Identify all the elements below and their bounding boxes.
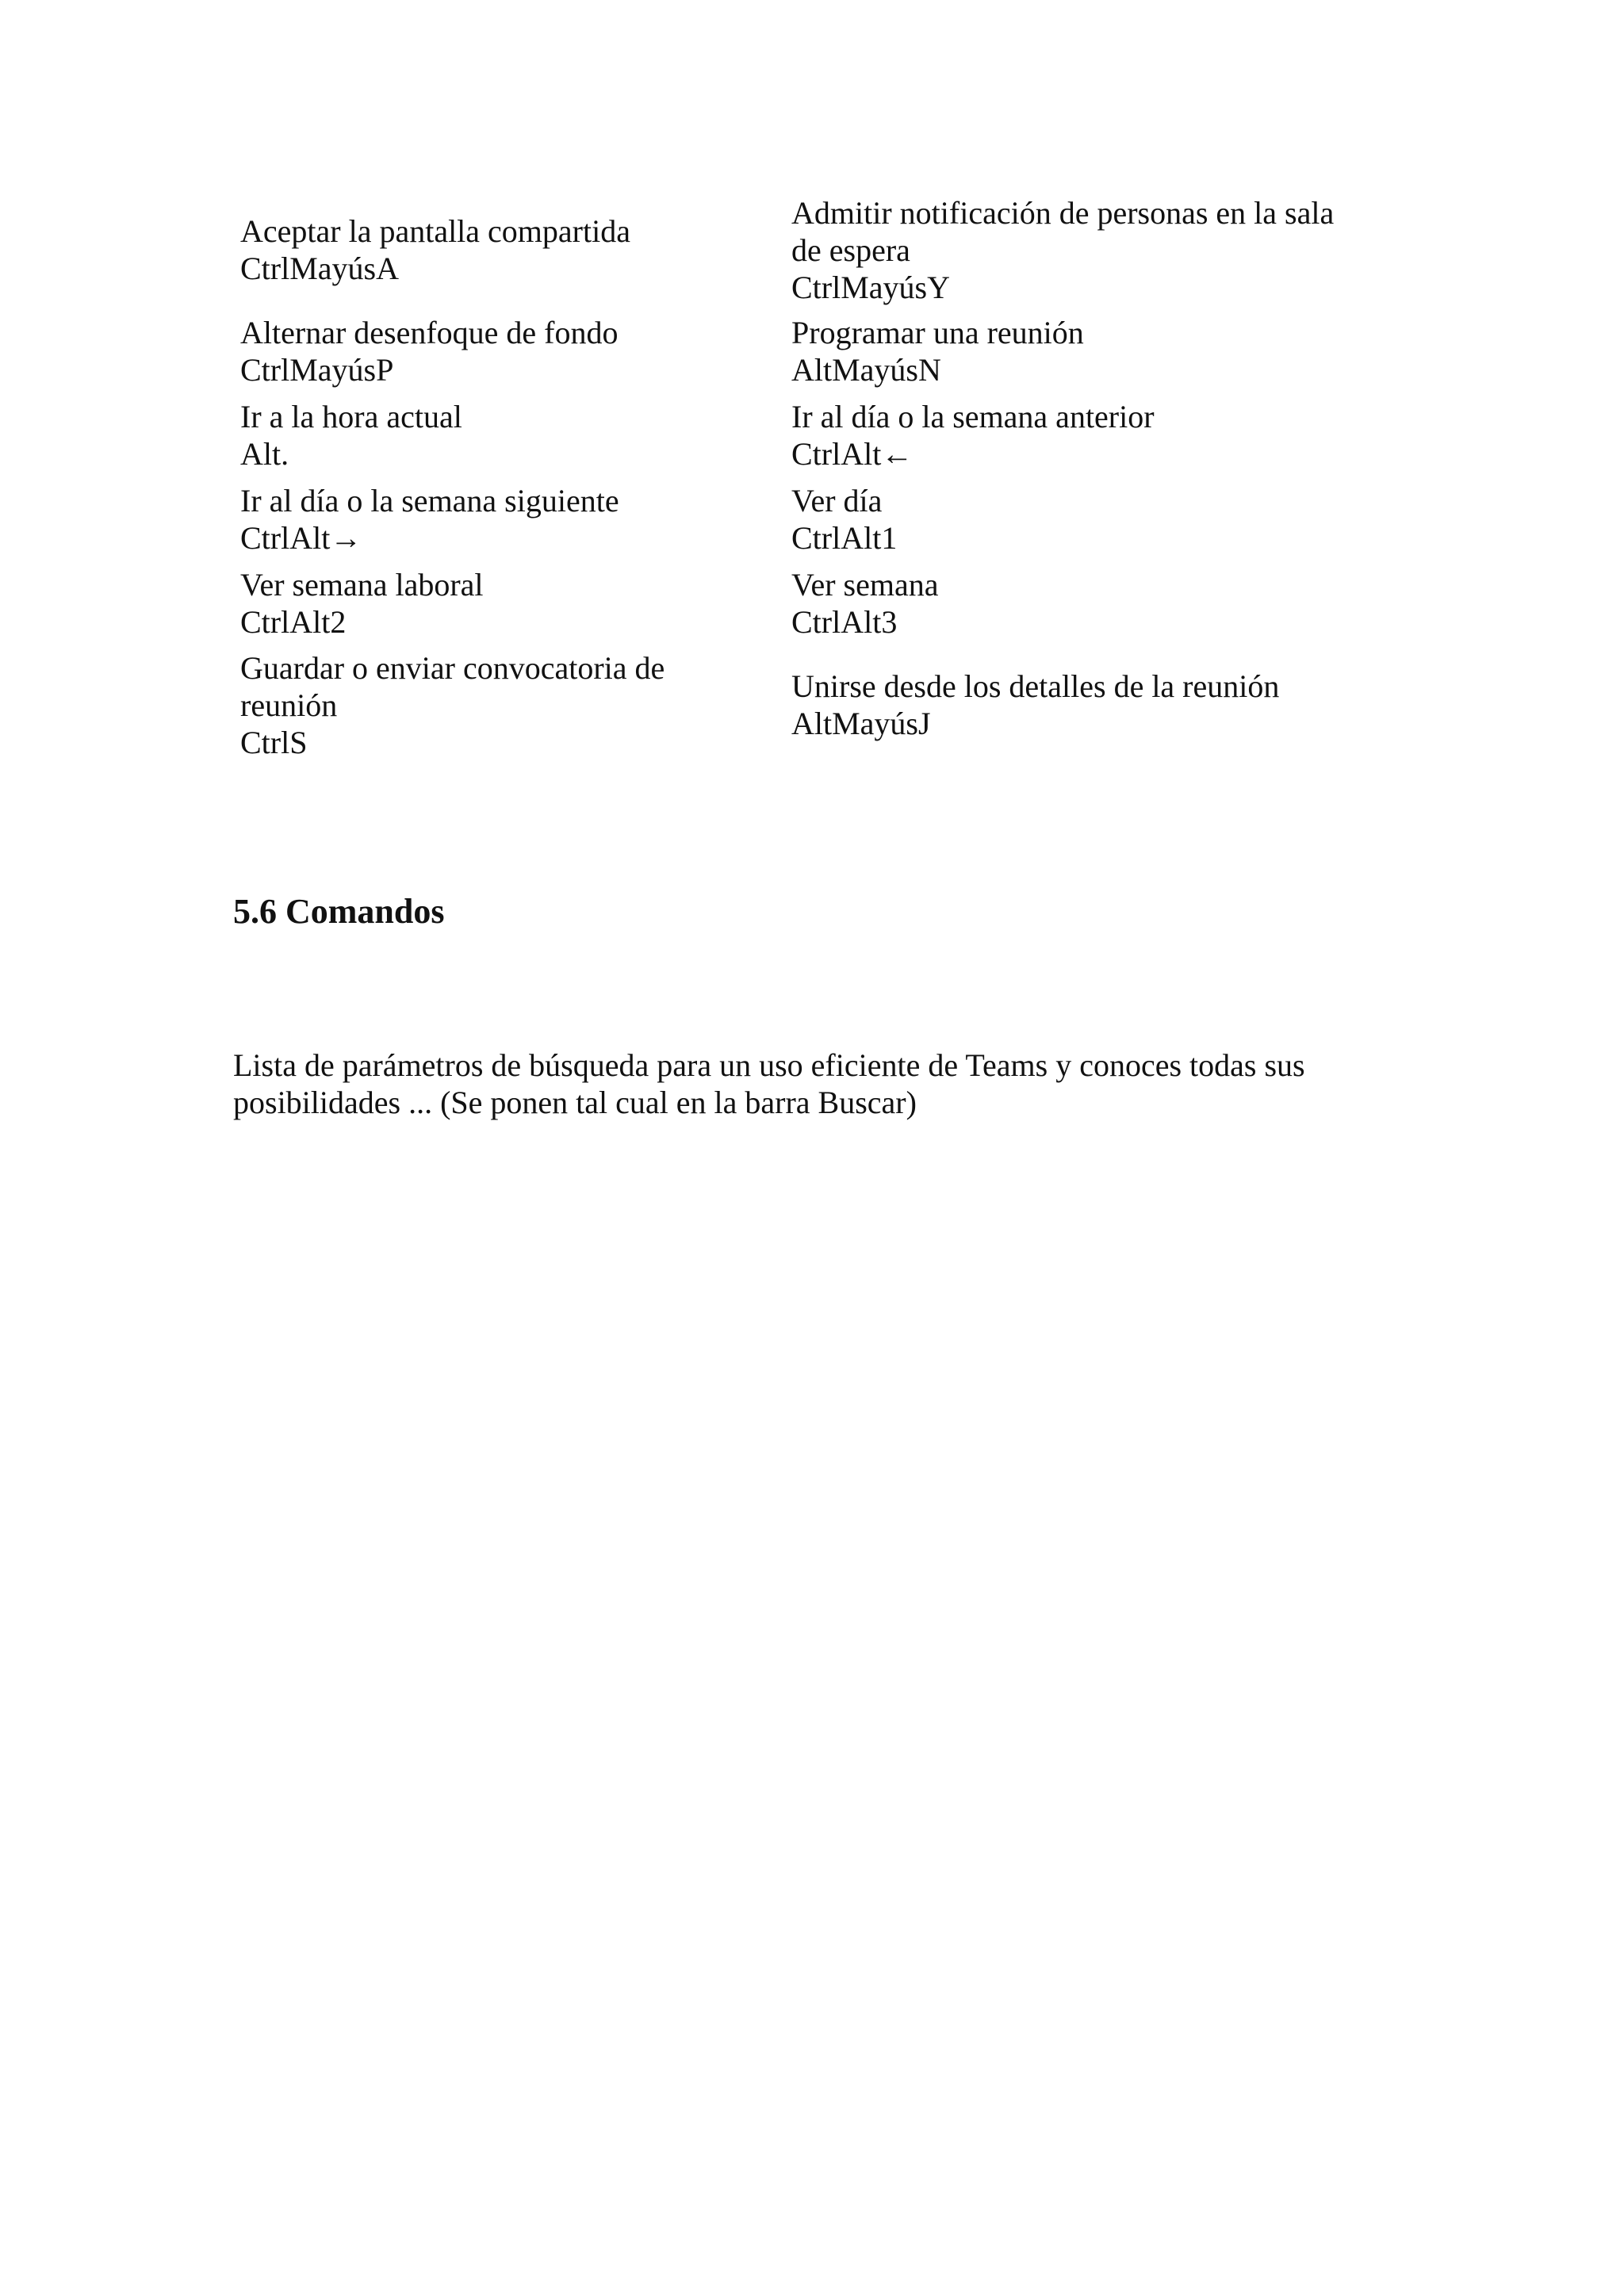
- shortcut-cell: [240, 314, 791, 388]
- paragraph-line: Lista de parámetros de búsqueda para un uso eficiente de Teams y conoces todas sus: [233, 1047, 1305, 1083]
- paragraph-line: posibilidades ... (Se ponen tal cual en la barra Buscar): [233, 1085, 917, 1120]
- shortcut-table: [240, 190, 1366, 764]
- shortcut-action: Alternar desenfoque de fondo: [240, 315, 619, 350]
- shortcut-cell: [240, 482, 791, 557]
- shortcut-action-continued: reunión: [240, 687, 338, 723]
- shortcut-row: [240, 309, 1366, 393]
- shortcut-action: Ir a la hora actual: [240, 399, 462, 434]
- shortcut-keys: CtrlMayúsY: [791, 269, 950, 305]
- shortcut-action-continued: de espera: [791, 232, 910, 268]
- shortcut-keys: CtrlAlt1: [791, 520, 898, 556]
- shortcut-action: Admitir notificación de personas en la sala: [791, 194, 1335, 231]
- shortcut-keys: CtrlAlt3: [791, 604, 898, 640]
- shortcut-row: [240, 645, 1366, 764]
- shortcut-cell: [240, 566, 791, 641]
- shortcut-row: [240, 561, 1366, 645]
- shortcut-action: Aceptar la pantalla compartida: [240, 213, 630, 249]
- shortcut-action: Programar una reunión: [791, 315, 1084, 350]
- shortcut-cell: [791, 398, 1366, 473]
- shortcut-keys: CtrlAlt→: [240, 520, 362, 556]
- shortcut-keys: CtrlS: [240, 724, 308, 760]
- shortcut-cell: [791, 566, 1366, 641]
- shortcut-cell: [791, 194, 1366, 306]
- shortcut-action: Ver semana laboral: [240, 567, 484, 603]
- shortcut-cell: [791, 314, 1366, 388]
- shortcut-action: Ir al día o la semana anterior: [791, 399, 1155, 434]
- shortcut-action: Unirse desde los detalles de la reunión: [791, 668, 1280, 704]
- shortcut-keys: CtrlAlt2: [240, 604, 347, 640]
- section-heading: 5.6 Comandos: [233, 892, 445, 931]
- shortcut-keys: AltMayúsJ: [791, 706, 931, 741]
- shortcut-row: [240, 477, 1366, 561]
- section-paragraph: [233, 1047, 1391, 1121]
- shortcut-action: Ir al día o la semana siguiente: [240, 483, 619, 519]
- shortcut-cell: [791, 482, 1366, 557]
- shortcut-row: [240, 190, 1366, 309]
- shortcut-row: [240, 393, 1366, 477]
- shortcut-keys: CtrlMayúsP: [240, 352, 394, 388]
- shortcut-keys: CtrlAlt←: [791, 436, 914, 472]
- shortcut-cell: [240, 649, 791, 761]
- shortcut-cell: [240, 212, 791, 287]
- shortcut-action: Ver día: [791, 483, 883, 519]
- shortcut-cell: [791, 668, 1366, 742]
- shortcut-keys: Alt.: [240, 436, 289, 472]
- shortcut-action: Guardar o enviar convocatoria de: [240, 649, 665, 686]
- shortcut-cell: [240, 398, 791, 473]
- shortcut-action: Ver semana: [791, 567, 939, 603]
- shortcut-keys: CtrlMayúsA: [240, 251, 399, 286]
- shortcut-keys: AltMayúsN: [791, 352, 941, 388]
